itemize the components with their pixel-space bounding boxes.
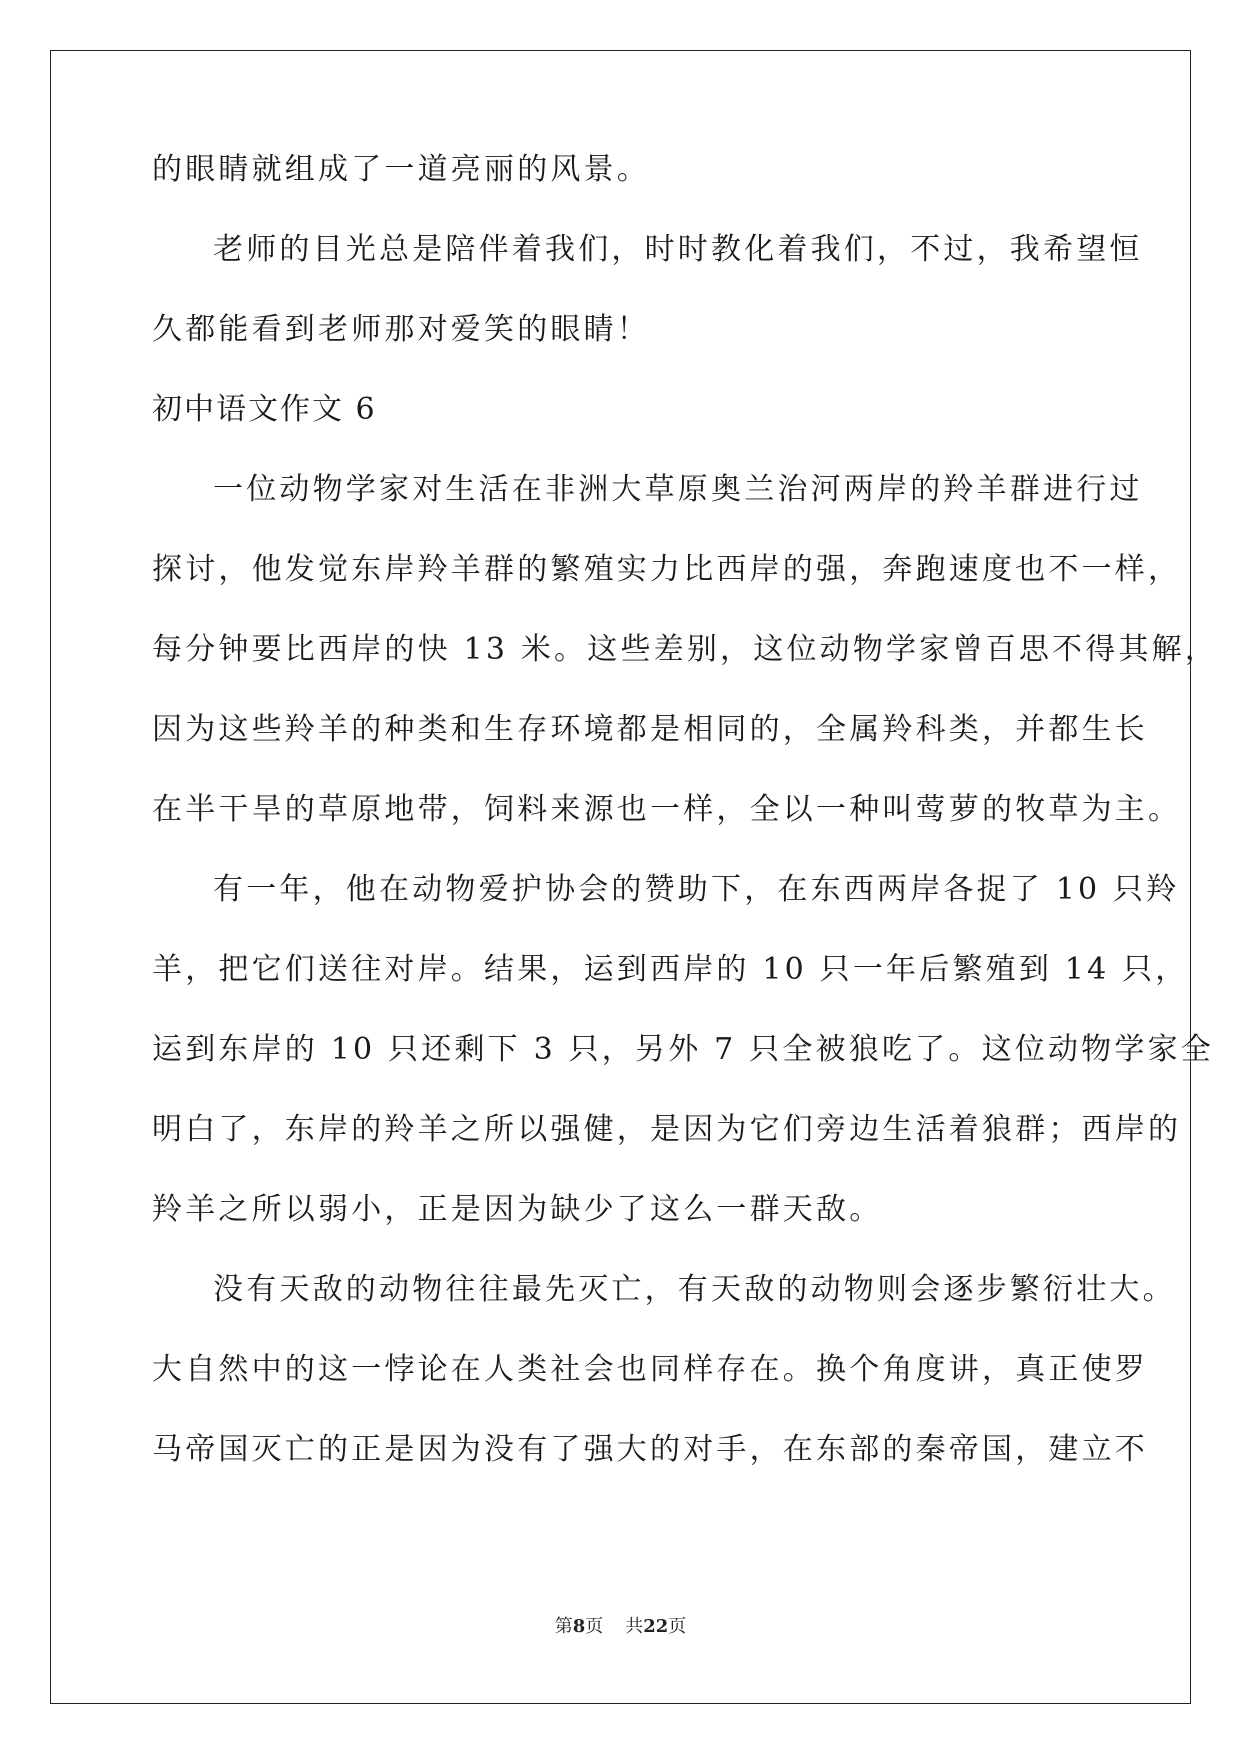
page-prefix: 第: [554, 1616, 573, 1637]
page-suffix: 页: [585, 1616, 604, 1637]
paragraph-line: 明白了，东岸的羚羊之所以强健，是因为它们旁边生活着狼群；西岸的: [152, 1112, 1182, 1147]
paragraph-line: 有一年，他在动物爱护协会的赞助下，在东西两岸各捉了 10 只羚: [213, 872, 1180, 907]
paragraph-line: 每分钟要比西岸的快 13 米。这些差别，这位动物学家曾百思不得其解，: [152, 632, 1219, 667]
paragraph-line: 因为这些羚羊的种类和生存环境都是相同的，全属羚科类，并都生长: [152, 712, 1148, 747]
paragraph-line: 羚羊之所以弱小，正是因为缺少了这么一群天敌。: [152, 1192, 883, 1227]
paragraph-line: 运到东岸的 10 只还剩下 3 只，另外 7 只全被狼吃了。这位动物学家全: [152, 1032, 1214, 1067]
paragraph-line: 没有天敌的动物往往最先灭亡，有天敌的动物则会逐步繁衍壮大。: [213, 1272, 1176, 1307]
paragraph-line: 探讨，他发觉东岸羚羊群的繁殖实力比西岸的强，奔跑速度也不一样，: [152, 552, 1182, 587]
total-pages: 22: [643, 1616, 669, 1637]
paragraph-line: 久都能看到老师那对爱笑的眼睛！: [152, 312, 650, 347]
paragraph-line: 大自然中的这一悖论在人类社会也同样存在。换个角度讲，真正使罗: [152, 1352, 1148, 1387]
paragraph-line: 的眼睛就组成了一道亮丽的风景。: [152, 152, 650, 187]
page-number: 8: [572, 1616, 586, 1637]
section-heading: 初中语文作文 6: [152, 392, 377, 427]
total-prefix: 共: [625, 1616, 644, 1637]
page-footer: [0, 1615, 1241, 1639]
paragraph-line: 一位动物学家对生活在非洲大草原奥兰治河两岸的羚羊群进行过: [213, 472, 1143, 507]
paragraph-line: 马帝国灭亡的正是因为没有了强大的对手，在东部的秦帝国，建立不: [152, 1432, 1148, 1467]
total-suffix: 页: [668, 1616, 687, 1637]
paragraph-line: 老师的目光总是陪伴着我们，时时教化着我们，不过，我希望恒: [213, 232, 1143, 267]
paragraph-line: 羊，把它们送往对岸。结果，运到西岸的 10 只一年后繁殖到 14 只，: [152, 952, 1189, 987]
paragraph-line: 在半干旱的草原地带，饲料来源也一样，全以一种叫莺萝的牧草为主。: [152, 792, 1182, 827]
